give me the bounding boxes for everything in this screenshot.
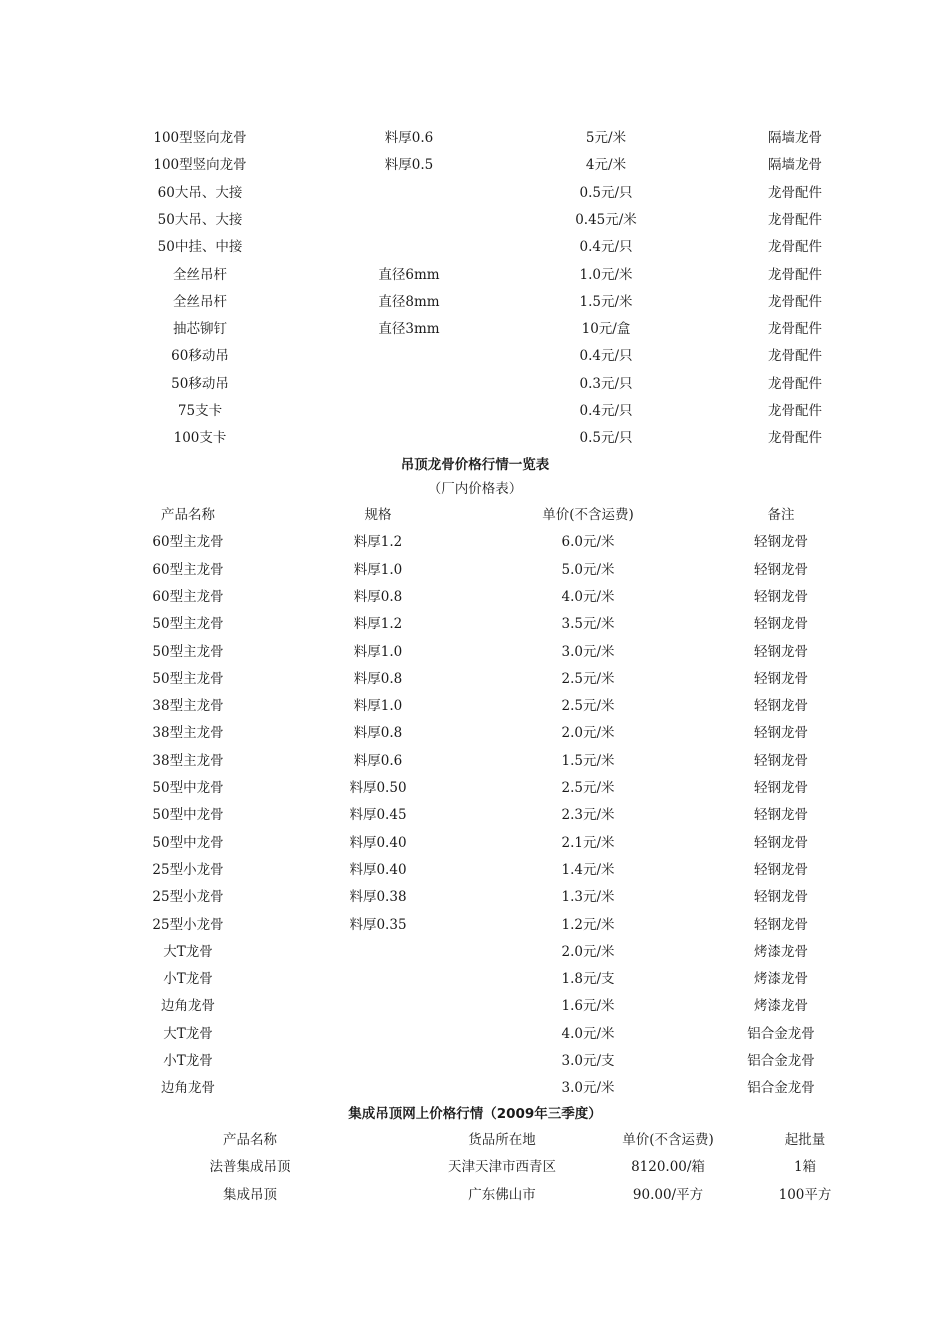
cell-note: 轻钢龙骨 xyxy=(754,752,808,769)
cell-note: 隔墙龙骨 xyxy=(768,130,822,146)
cell-price: 0.4元/只 xyxy=(579,239,633,256)
cell-spec: 广东佛山市 xyxy=(468,1186,536,1203)
cell-price: 10元/盒 xyxy=(581,321,631,338)
cell-price: 2.1元/米 xyxy=(561,834,615,851)
cell-note: 轻钢龙骨 xyxy=(754,916,808,933)
cell-price: 90.00/平方 xyxy=(632,1186,704,1203)
cell-note: 烤漆龙骨 xyxy=(754,998,808,1015)
cell-price: 3.0元/支 xyxy=(561,1053,615,1069)
cell-spec: 料厚0.45 xyxy=(349,807,407,824)
cell-name: 50型中龙骨 xyxy=(152,780,224,796)
table-row xyxy=(0,830,950,856)
table-row xyxy=(0,1154,950,1180)
cell-note: 轻钢龙骨 xyxy=(754,725,808,742)
cell-spec: 料厚0.6 xyxy=(384,130,434,146)
section-2-subtitle: （厂内价格表） xyxy=(427,481,523,497)
table-row xyxy=(0,775,950,801)
table-row xyxy=(0,371,950,397)
cell-note: 龙骨配件 xyxy=(768,211,822,228)
cell-name: 全丝吊杆 xyxy=(173,293,227,310)
cell-price: 8120.00/箱 xyxy=(631,1159,705,1176)
cell-name: 法普集成吊顶 xyxy=(209,1159,291,1176)
section-2-title: 吊顶龙骨价格行情一览表 xyxy=(400,457,550,473)
cell-name: 大T龙骨 xyxy=(163,943,213,960)
cell-price: 0.4元/只 xyxy=(579,348,633,365)
cell-note: 龙骨配件 xyxy=(768,266,822,283)
cell-name: 边角龙骨 xyxy=(161,1080,215,1097)
table-row xyxy=(0,398,950,424)
cell-note: 铝合金龙骨 xyxy=(747,1080,815,1097)
cell-note: 烤漆龙骨 xyxy=(754,943,808,960)
table-row xyxy=(0,1021,950,1047)
cell-note: 轻钢龙骨 xyxy=(754,698,808,715)
cell-price: 4.0元/米 xyxy=(561,1025,615,1042)
cell-note: 龙骨配件 xyxy=(768,184,822,201)
cell-spec: 直径8mm xyxy=(378,293,440,310)
cell-spec: 料厚1.0 xyxy=(353,643,403,660)
cell-price: 6.0元/米 xyxy=(561,534,615,551)
cell-name: 50型主龙骨 xyxy=(152,643,224,660)
cell-name: 60移动吊 xyxy=(171,348,229,365)
cell-name: 38型主龙骨 xyxy=(152,698,224,715)
cell-name: 抽芯铆钉 xyxy=(173,321,227,338)
table-header-row xyxy=(0,1127,950,1153)
cell-name: 25型小龙骨 xyxy=(152,889,224,906)
cell-spec: 料厚0.8 xyxy=(353,725,403,742)
table-row xyxy=(0,557,950,583)
cell-spec: 直径3mm xyxy=(378,321,440,338)
cell-name: 25型小龙骨 xyxy=(152,861,224,878)
cell-price: 0.45元/米 xyxy=(575,211,637,228)
cell-spec: 料厚0.38 xyxy=(349,889,407,906)
table-row xyxy=(0,180,950,206)
table-row xyxy=(0,584,950,610)
cell-name: 50中挂、中接 xyxy=(157,239,243,256)
table-row xyxy=(0,748,950,774)
column-header: 规格 xyxy=(364,507,392,523)
cell-note: 轻钢龙骨 xyxy=(754,561,808,578)
cell-note: 龙骨配件 xyxy=(768,375,822,392)
cell-price: 2.5元/米 xyxy=(561,698,615,715)
table-row xyxy=(0,316,950,342)
cell-spec: 料厚0.40 xyxy=(349,834,407,851)
cell-name: 集成吊顶 xyxy=(223,1186,277,1203)
cell-name: 100型竖向龙骨 xyxy=(153,130,247,146)
table-row xyxy=(0,125,950,151)
cell-price: 0.5元/只 xyxy=(579,430,633,447)
cell-price: 4元/米 xyxy=(585,157,627,174)
cell-note: 龙骨配件 xyxy=(768,321,822,338)
cell-name: 小T龙骨 xyxy=(163,1053,213,1069)
cell-note: 轻钢龙骨 xyxy=(754,889,808,906)
column-header: 起批量 xyxy=(784,1132,826,1148)
cell-name: 100型竖向龙骨 xyxy=(153,157,247,174)
cell-note: 1箱 xyxy=(793,1159,817,1176)
table-row xyxy=(0,666,950,692)
cell-name: 边角龙骨 xyxy=(161,998,215,1015)
table-row xyxy=(0,289,950,315)
cell-spec: 料厚1.0 xyxy=(353,561,403,578)
cell-price: 3.5元/米 xyxy=(561,616,615,633)
cell-spec: 直径6mm xyxy=(378,266,440,283)
cell-price: 2.0元/米 xyxy=(561,725,615,742)
table-row xyxy=(0,884,950,910)
cell-name: 25型小龙骨 xyxy=(152,916,224,933)
cell-price: 0.4元/只 xyxy=(579,403,633,419)
cell-name: 50型主龙骨 xyxy=(152,616,224,633)
cell-price: 0.5元/只 xyxy=(579,184,633,201)
cell-price: 2.3元/米 xyxy=(561,807,615,824)
table-row xyxy=(0,966,950,992)
cell-note: 轻钢龙骨 xyxy=(754,807,808,824)
cell-price: 1.8元/支 xyxy=(561,971,615,988)
cell-note: 轻钢龙骨 xyxy=(754,534,808,551)
cell-price: 2.5元/米 xyxy=(561,670,615,687)
cell-price: 1.2元/米 xyxy=(561,916,615,933)
cell-spec: 料厚0.6 xyxy=(353,752,403,769)
table-row xyxy=(0,262,950,288)
cell-name: 38型主龙骨 xyxy=(152,725,224,742)
cell-spec: 料厚0.35 xyxy=(349,916,407,933)
cell-spec: 料厚0.8 xyxy=(353,670,403,687)
cell-note: 铝合金龙骨 xyxy=(747,1053,815,1069)
cell-note: 龙骨配件 xyxy=(768,239,822,256)
table-row xyxy=(0,912,950,938)
table-row xyxy=(0,857,950,883)
cell-spec: 料厚0.5 xyxy=(384,157,434,174)
cell-name: 50型中龙骨 xyxy=(152,834,224,851)
cell-price: 1.5元/米 xyxy=(579,293,633,310)
cell-price: 5元/米 xyxy=(585,130,627,146)
cell-note: 轻钢龙骨 xyxy=(754,643,808,660)
cell-price: 1.0元/米 xyxy=(579,266,633,283)
cell-spec: 料厚0.50 xyxy=(349,780,407,796)
table-row xyxy=(0,939,950,965)
cell-spec: 天津天津市西青区 xyxy=(448,1159,556,1176)
cell-name: 50型主龙骨 xyxy=(152,670,224,687)
table-row xyxy=(0,639,950,665)
cell-name: 50型中龙骨 xyxy=(152,807,224,824)
table-row xyxy=(0,152,950,178)
cell-note: 100平方 xyxy=(778,1186,832,1203)
cell-note: 轻钢龙骨 xyxy=(754,834,808,851)
cell-price: 2.5元/米 xyxy=(561,780,615,796)
table-row xyxy=(0,693,950,719)
cell-spec: 料厚1.0 xyxy=(353,698,403,715)
table-row xyxy=(0,343,950,369)
column-header: 产品名称 xyxy=(161,507,215,523)
table-header-row xyxy=(0,502,950,528)
cell-price: 1.5元/米 xyxy=(561,752,615,769)
cell-note: 龙骨配件 xyxy=(768,403,822,419)
table-row xyxy=(0,611,950,637)
table-row xyxy=(0,802,950,828)
table-row xyxy=(0,720,950,746)
cell-note: 轻钢龙骨 xyxy=(754,616,808,633)
cell-note: 龙骨配件 xyxy=(768,293,822,310)
cell-price: 1.4元/米 xyxy=(561,861,615,878)
table-row xyxy=(0,425,950,451)
cell-price: 1.6元/米 xyxy=(561,998,615,1015)
cell-spec: 料厚0.8 xyxy=(353,588,403,605)
cell-name: 75支卡 xyxy=(177,403,223,419)
table-row xyxy=(0,234,950,260)
cell-name: 小T龙骨 xyxy=(163,971,213,988)
cell-price: 2.0元/米 xyxy=(561,943,615,960)
cell-spec: 料厚1.2 xyxy=(353,616,403,633)
column-header: 单价(不含运费) xyxy=(622,1132,714,1148)
cell-name: 60型主龙骨 xyxy=(152,561,224,578)
cell-note: 铝合金龙骨 xyxy=(747,1025,815,1042)
cell-note: 龙骨配件 xyxy=(768,430,822,447)
cell-name: 60型主龙骨 xyxy=(152,588,224,605)
cell-note: 轻钢龙骨 xyxy=(754,670,808,687)
cell-note: 烤漆龙骨 xyxy=(754,971,808,988)
cell-name: 50移动吊 xyxy=(171,375,229,392)
cell-note: 轻钢龙骨 xyxy=(754,861,808,878)
cell-price: 3.0元/米 xyxy=(561,1080,615,1097)
column-header: 单价(不含运费) xyxy=(542,507,634,523)
cell-name: 大T龙骨 xyxy=(163,1025,213,1042)
cell-name: 50大吊、大接 xyxy=(157,211,243,228)
cell-price: 0.3元/只 xyxy=(579,375,633,392)
table-row xyxy=(0,207,950,233)
cell-price: 5.0元/米 xyxy=(561,561,615,578)
cell-price: 1.3元/米 xyxy=(561,889,615,906)
table-row xyxy=(0,1075,950,1101)
cell-price: 3.0元/米 xyxy=(561,643,615,660)
column-header: 产品名称 xyxy=(223,1132,277,1148)
cell-name: 38型主龙骨 xyxy=(152,752,224,769)
section-3-title: 集成吊顶网上价格行情（2009年三季度） xyxy=(348,1106,602,1122)
cell-price: 4.0元/米 xyxy=(561,588,615,605)
cell-note: 龙骨配件 xyxy=(768,348,822,365)
table-row xyxy=(0,1182,950,1208)
cell-name: 60大吊、大接 xyxy=(157,184,243,201)
cell-note: 轻钢龙骨 xyxy=(754,588,808,605)
column-header: 备注 xyxy=(767,507,795,523)
cell-name: 100支卡 xyxy=(173,430,227,447)
table-row xyxy=(0,1048,950,1074)
cell-spec: 料厚0.40 xyxy=(349,861,407,878)
cell-spec: 料厚1.2 xyxy=(353,534,403,551)
cell-name: 60型主龙骨 xyxy=(152,534,224,551)
table-row xyxy=(0,529,950,555)
cell-note: 隔墙龙骨 xyxy=(768,157,822,174)
table-row xyxy=(0,993,950,1019)
cell-name: 全丝吊杆 xyxy=(173,266,227,283)
column-header: 货品所在地 xyxy=(468,1132,536,1148)
cell-note: 轻钢龙骨 xyxy=(754,780,808,796)
